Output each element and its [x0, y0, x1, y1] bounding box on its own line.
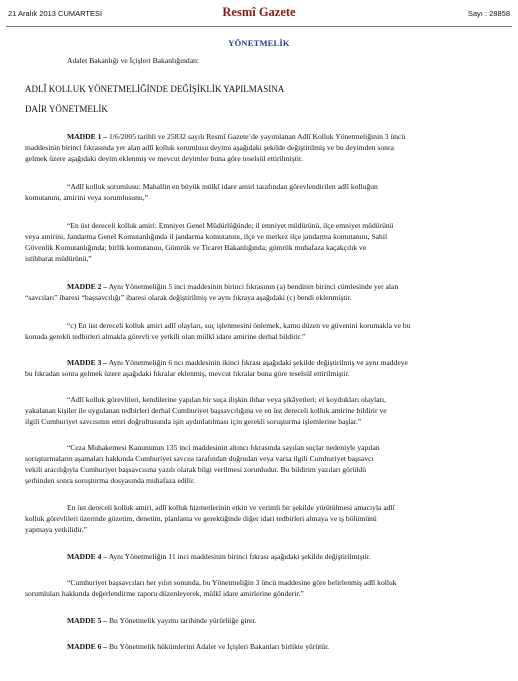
quote-2-line-2: veya amirini, Jandarma Genel Komutanlığında il jandarma komutanını, ilçe ve merkez ilçe jandarma komutanını, Sahil [25, 232, 388, 241]
article-4-line-1: MADDE 4 – Aynı Yönetmeliğin 11 inci maddesinin birinci fıkrası aşağıdaki şekilde değiştirilmiştir. [67, 552, 371, 561]
article-1-line-1: MADDE 1 – 1/6/2005 tarihli ve 25832 sayılı Resmî Gazete’de yayımlanan Adlî Kolluk Yönetmeliğinin 3 üncü [67, 132, 406, 141]
quote-4-line-2: yakalanan kişiler ile uygulanan tedbirleri derhal Cumhuriyet başsavcılığına ve en üst dereceli kolluk amirine bildirir ve [25, 406, 387, 415]
article-5-label: MADDE 5 – [67, 616, 108, 625]
article-6-line-1: MADDE 6 – Bu Yönetmelik hükümlerini Adalet ve İçişleri Bakanları birlikte yürütür. [67, 642, 330, 651]
quote-2-line-1: “En üst dereceli kolluk amiri: Emniyet Genel Müdürlüğünde; il emniyet müdürünü, ilçe emniyet müdürünü [67, 221, 394, 230]
quote-6-line-1: En üst dereceli kolluk amiri, adlî kolluk hizmetlerinin etkin ve verimli bir şekilde yürütülmesi amacıyla adlî [67, 503, 395, 512]
article-5-line-1: MADDE 5 – Bu Yönetmelik yayımı tarihinde yürürlüğe girer. [67, 616, 257, 625]
header-date: 21 Aralık 2013 CUMARTESİ [8, 9, 103, 18]
article-3-label: MADDE 3 – [67, 358, 108, 367]
gazette-title: Resmî Gazete [222, 5, 296, 19]
article-6-label: MADDE 6 – [67, 642, 108, 651]
section-heading: YÖNETMELİK [228, 38, 290, 48]
quote-4-line-1: “Adlî kolluk görevlileri, kendilerine yapılan bir suça ilişkin ihbar veya şikâyetleri; el koydukları olayları, [67, 395, 387, 404]
quote-5-line-4: şerhinden sonra soruşturma dosyasında muhafaza edilir. [25, 476, 195, 485]
article-2-line-2: “savcıları” ibaresi “başsavcılığı” ibaresi olarak değiştirilmiş ve aynı fıkraya aşağıdaki (c) bendi eklenmiştir. [25, 293, 352, 302]
gazette-header [6, 4, 512, 27]
quote-5-line-2: soruşturmaların aşamaları hakkında Cumhuriyet savcısı tarafından doğrudan veya varsa ilgili Cumhuriyet başsavcı [25, 454, 374, 463]
quote-2-line-3: Güvenlik Komutanlığında; birlik komutanını, Gümrük ve Ticaret Bakanlığında; gümrük muhafaza kaçakçılık ve [25, 243, 367, 252]
article-4-label: MADDE 4 – [67, 552, 108, 561]
article-1-line-3: gelmek üzere aşağıdaki deyim eklenmiş ve mevcut deyimler buna göre teselsül ettirilmiştir. [25, 154, 303, 163]
quote-7-line-1: “Cumhuriyet başsavcıları her yılın sonunda, bu Yönetmeliğin 3 üncü maddesine göre belirlenmiş adlî kolluk [67, 578, 397, 587]
quote-1-line-1: “Adlî kolluk sorumlusu: Mahallin en büyük mülkî idare amiri tarafından görevlendirilen adlî kolluğun [67, 182, 378, 191]
article-3-line-1: MADDE 3 – Aynı Yönetmeliğin 6 ncı maddesinin ikinci fıkrası aşağıdaki şekilde değiştirilmiş ve aynı maddeye [67, 358, 408, 367]
quote-5-line-1: “Ceza Muhakemesi Kanununun 135 inci maddesinin altıncı fıkrasında sayılan suçlar nedeniyle yapılan [67, 443, 380, 452]
article-1-line-2: maddesinin birinci fıkrasında yer alan adlî kolluk sorumlusu deyimi aşağıdaki şekilde değiştirilmiş ve bu deyimden sonra [25, 143, 394, 152]
article-1-label: MADDE 1 – [67, 132, 108, 141]
quote-6-line-3: yapmaya yetkilidir.” [25, 525, 87, 534]
article-2-line-1: MADDE 2 – Aynı Yönetmeliğin 5 inci maddesinin birinci fıkrasının (a) bendinin birinci cümlesinde yer alan [67, 282, 399, 291]
quote-5-line-3: vekili aracılığıyla Cumhuriyet başsavcısına yazılı olarak bilgi verilmesi zorunludur. Bu bildirim yazıları görüldü [25, 465, 367, 474]
quote-3-line-1: “c) En üst dereceli kolluk amiri adlî olayları, suç işlenmesini önlemek, kamu düzen ve güvenini korumakla ve bu [67, 321, 411, 330]
regulation-title-line-1: ADLÎ KOLLUK YÖNETMELİĞİNDE DEĞİŞİKLİK YAPILMASINA [25, 84, 285, 94]
article-2-label: MADDE 2 – [67, 282, 108, 291]
quote-3-line-2: konuda gerekli tedbirleri almakla görevli ve yetkili olan mülkî idare amirine derhal bildirir.” [25, 332, 306, 341]
quote-4-line-3: ilgili Cumhuriyet savcısının emri doğrultusunda işin aydınlatılması için gerekli soruşturma işlemlerine başlar.” [25, 417, 362, 426]
issue-number: Sayı : 28858 [467, 9, 510, 18]
quote-7-line-2: sorumluları hakkında değerlendirme raporu düzenleyerek, mülkî idare amirlerine gönderir.” [25, 589, 304, 598]
issuing-authority: Adalet Bakanlığı ve İçişleri Bakanlığından: [67, 56, 200, 65]
article-3-line-2: bu fıkradan sonra gelmek üzere aşağıdaki fıkralar eklenmiş, mevcut fıkralar buna göre teselsül ettirilmiştir. [25, 369, 350, 378]
quote-1-line-2: komutanını, amirini veya sorumlusunu,” [25, 193, 148, 202]
quote-6-line-2: kolluk görevlileri üzerinde gözetim, denetim, planlama ve gerektiğinde diğer idari tedbirleri almaya ve iş bölümünü [25, 514, 377, 523]
regulation-title-line-2: DAİR YÖNETMELİK [25, 104, 108, 114]
quote-2-line-4: istihbarat müdürünü,” [25, 254, 92, 263]
